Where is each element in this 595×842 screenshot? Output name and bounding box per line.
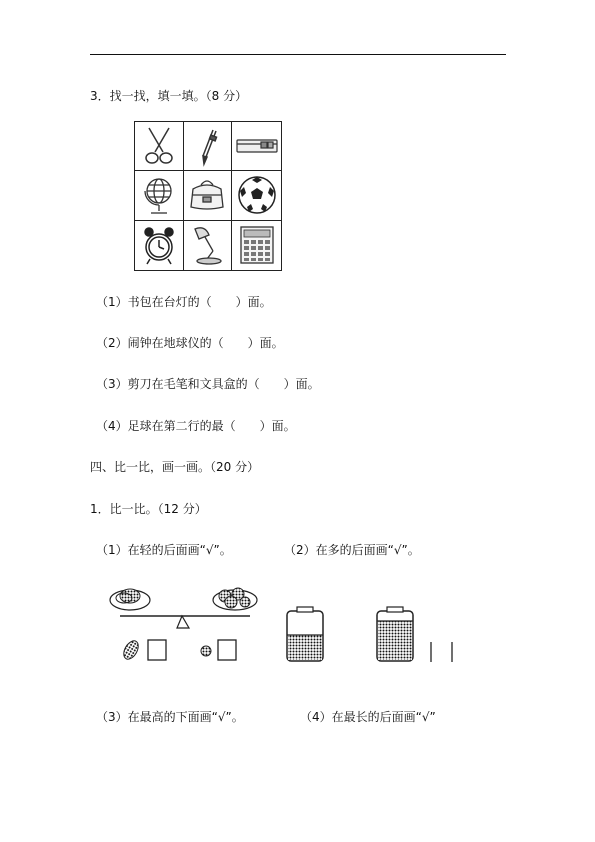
soccer-ball-icon xyxy=(235,173,279,217)
question-4-1: （1）在轻的后面画“√”。 xyxy=(96,543,232,557)
desk-lamp-icon xyxy=(185,223,229,267)
item-grid xyxy=(134,121,282,271)
header-rule xyxy=(90,54,506,55)
scissors-icon xyxy=(137,124,181,168)
pencil-case-icon xyxy=(235,124,279,168)
section3-title: 3．找一找，填一填。（8 分） xyxy=(90,89,248,103)
grid-cell-desk-lamp xyxy=(184,221,233,270)
balance-scale xyxy=(110,588,257,628)
jar-more xyxy=(377,607,413,661)
grid-cell-alarm-clock xyxy=(135,221,184,270)
grid-cell-calculator xyxy=(232,221,281,270)
question-4-4: （4）在最长的后面画“√” xyxy=(300,710,436,724)
question-3-2: （2）闹钟在地球仪的（ ）面。 xyxy=(96,336,284,350)
grid-cell-school-bag xyxy=(184,171,233,220)
brush-pen-icon xyxy=(185,124,229,168)
alarm-clock-icon xyxy=(137,223,181,267)
grid-cell-pencil-case xyxy=(232,122,281,171)
peanut-answer xyxy=(121,638,166,661)
calculator-icon xyxy=(235,223,279,267)
grid-cell-soccer-ball xyxy=(232,171,281,220)
jar-less xyxy=(287,607,323,661)
question-4-2: （2）在多的后面画“√”。 xyxy=(284,543,420,557)
question-4-3: （3）在最高的下面画“√”。 xyxy=(96,710,244,724)
answer-marks xyxy=(431,642,452,662)
grid-cell-globe xyxy=(135,171,184,220)
comparison-figures xyxy=(100,578,480,678)
question-3-4: （4）足球在第二行的最（ ）面。 xyxy=(96,419,296,433)
question-3-3: （3）剪刀在毛笔和文具盒的（ ）面。 xyxy=(96,377,320,391)
section4-title: 四、比一比，画一画。（20 分） xyxy=(90,460,260,474)
grid-cell-brush xyxy=(184,122,233,171)
section4-sub1-title: 1．比一比。（12 分） xyxy=(90,502,207,516)
dot-ball-answer xyxy=(201,640,236,660)
grid-cell-scissors xyxy=(135,122,184,171)
question-3-1: （1）书包在台灯的（ ）面。 xyxy=(96,295,272,309)
globe-icon xyxy=(137,173,181,217)
school-bag-icon xyxy=(185,173,229,217)
